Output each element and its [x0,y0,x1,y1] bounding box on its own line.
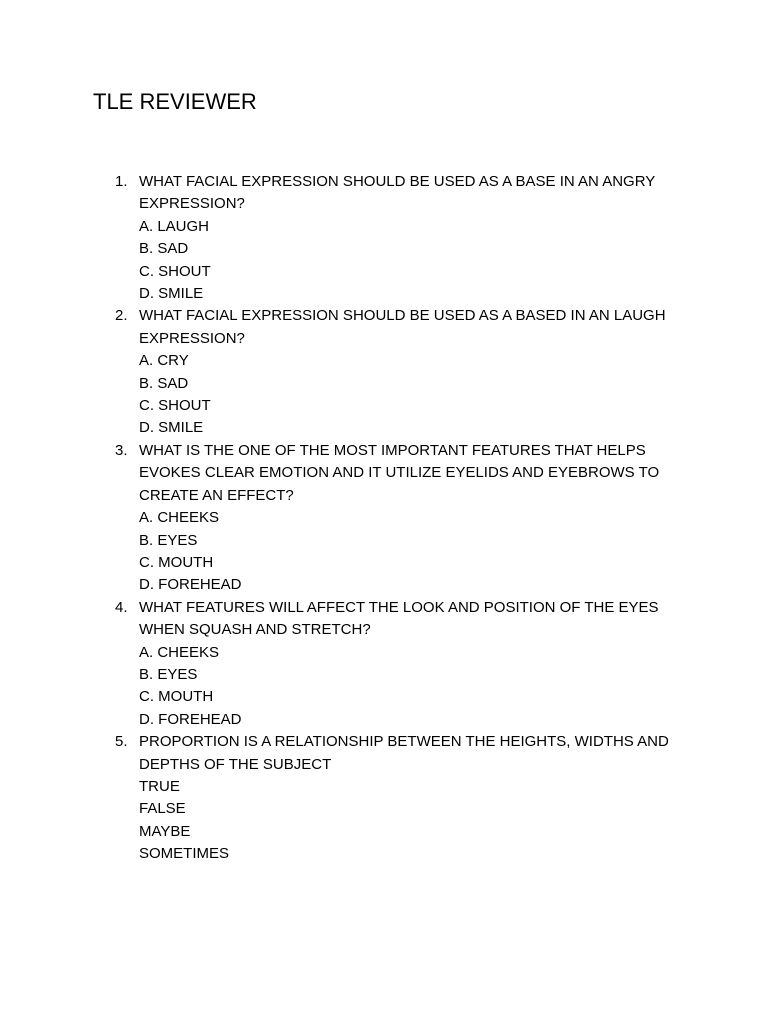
answer-option: C. SHOUT [139,262,211,280]
question-3 [0,440,679,597]
answer-option: B. EYES [139,531,198,549]
question-text: WHAT FACIAL EXPRESSION SHOULD BE USED AS A BASED IN AN LAUGH EXPRESSION? [139,307,666,347]
answer-option: A. LAUGH [139,217,210,235]
answer-option: D. SMILE [139,285,204,303]
question-text: WHAT FEATURES WILL AFFECT THE LOOK AND POSITION OF THE EYES WHEN SQUASH AND STRETCH? [139,598,659,639]
answer-option: SOMETIMES [139,845,230,863]
answer-option: C. SHOUT [139,397,211,415]
question-2 [0,305,679,439]
answer-option: B. EYES [139,665,198,683]
document-title: TLE REVIEWER [93,89,257,114]
answer-option: D. SMILE [139,419,204,437]
answer-option: TRUE [139,777,180,795]
question-list [0,171,679,866]
answer-option: D. FOREHEAD [139,710,242,728]
answer-option: A. CRY [139,352,189,370]
answer-option: A. CHEEKS [139,509,220,527]
answer-option: A. CHEEKS [139,643,220,661]
answer-option: C. MOUTH [139,688,214,706]
question-number: 2. [115,307,128,325]
question-body [139,440,679,597]
question-body [139,171,679,305]
question-5 [0,731,679,865]
question-text: WHAT IS THE ONE OF THE MOST IMPORTANT FEATURES THAT HELPS EVOKES CLEAR EMOTION AND IT UTILIZE EYELIDS AND EYEBROWS TO CREATE AN EFFECT? [139,441,660,504]
question-text: WHAT FACIAL EXPRESSION SHOULD BE USED AS A BASE IN AN ANGRY EXPRESSION? [139,173,656,213]
question-body [139,305,679,439]
question-number: 1. [115,173,128,190]
answer-option: D. FOREHEAD [139,576,242,594]
question-1 [0,171,679,305]
question-number: 5. [115,733,128,751]
question-number: 4. [115,598,128,616]
question-number: 3. [115,441,128,459]
answer-option: B. SAD [139,240,189,258]
question-4 [0,597,679,731]
answer-option: C. MOUTH [139,553,214,571]
question-body [139,597,679,731]
answer-option: B. SAD [139,374,189,392]
question-body [139,731,679,865]
answer-option: FALSE [139,800,186,818]
answer-option: MAYBE [139,822,191,840]
question-text: PROPORTION IS A RELATIONSHIP BETWEEN THE HEIGHTS, WIDTHS AND DEPTHS OF THE SUBJECT [139,733,669,773]
